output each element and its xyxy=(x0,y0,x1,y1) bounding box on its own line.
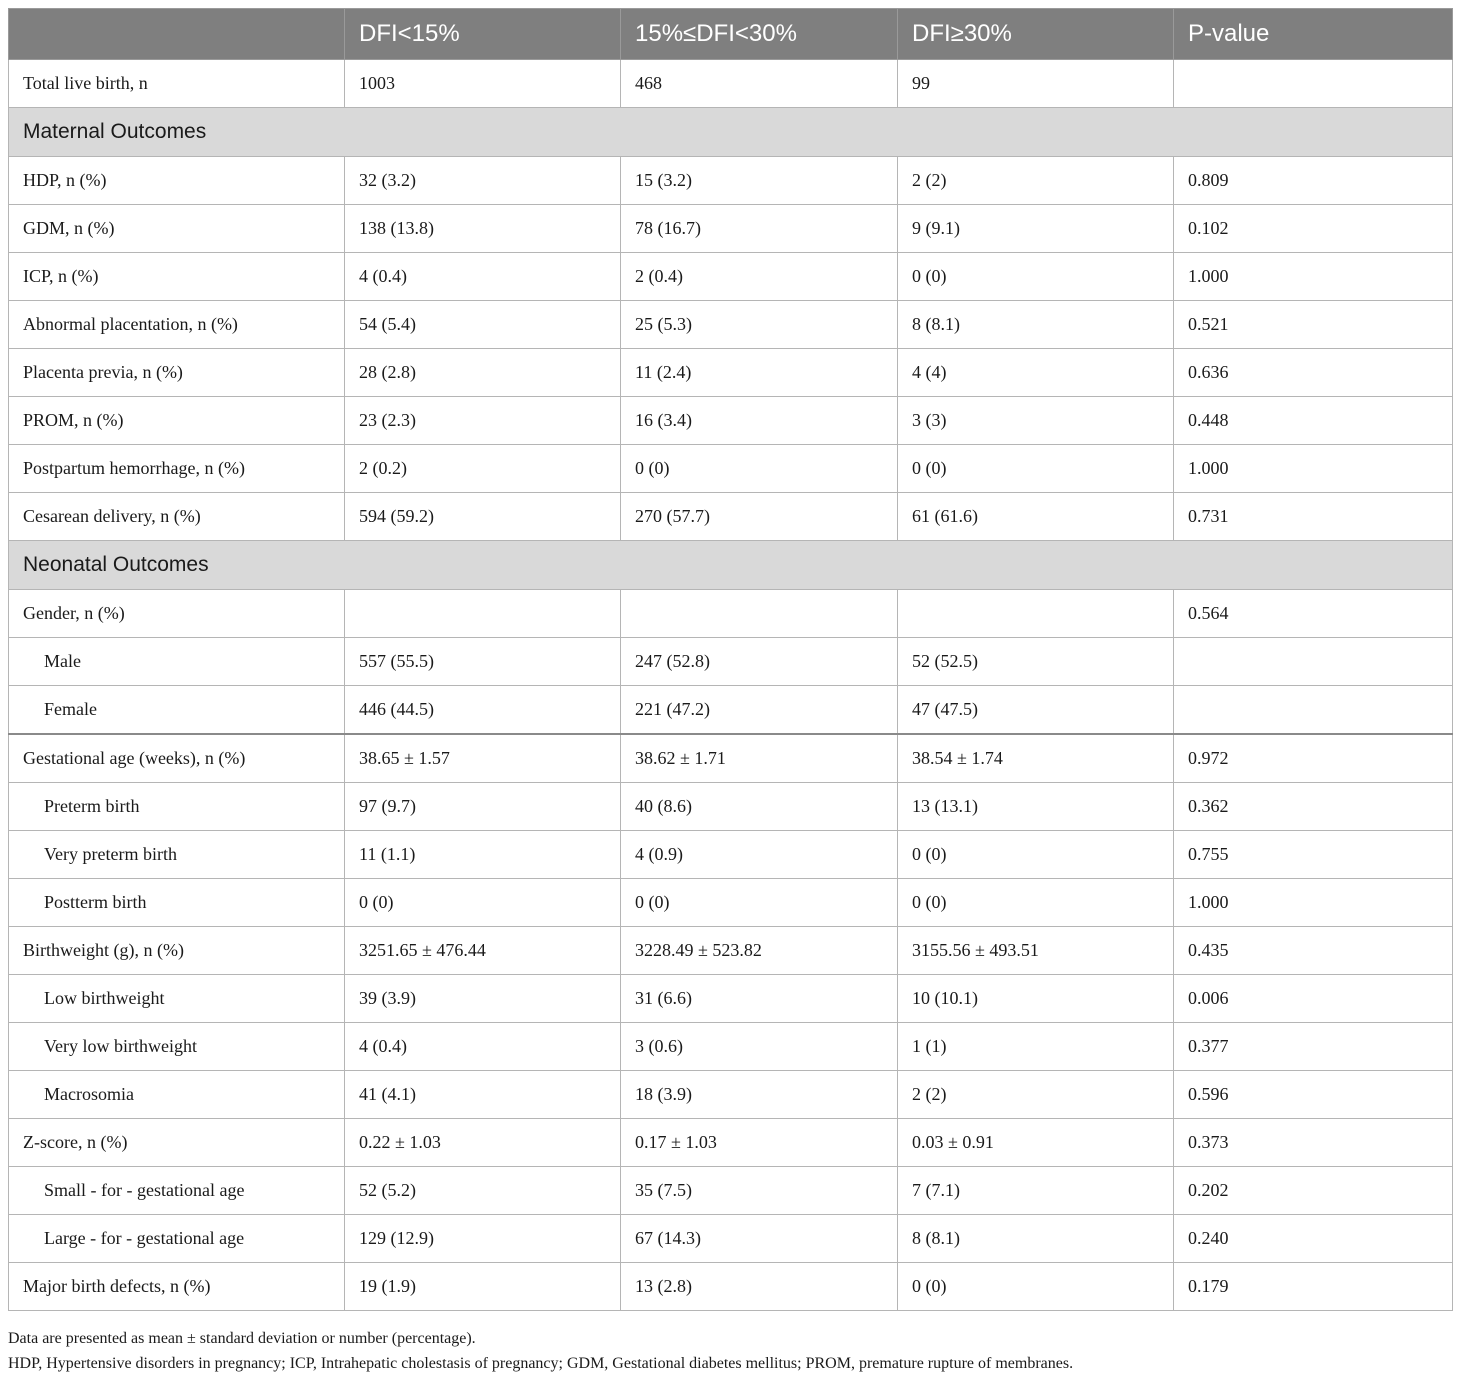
table-row xyxy=(9,927,1453,975)
table-cell: 0.377 xyxy=(1174,1023,1453,1071)
table-cell: 13 (2.8) xyxy=(621,1263,898,1311)
table-cell: 0.731 xyxy=(1174,493,1453,541)
table-cell: 0.596 xyxy=(1174,1071,1453,1119)
table-cell: 4 (0.4) xyxy=(345,253,621,301)
table-cell: 129 (12.9) xyxy=(345,1215,621,1263)
table-row xyxy=(9,590,1453,638)
table-footnotes xyxy=(8,1326,1452,1376)
table-cell: 39 (3.9) xyxy=(345,975,621,1023)
row-label: Female xyxy=(9,686,345,735)
table-cell: 2 (0.2) xyxy=(345,445,621,493)
table-row xyxy=(9,1023,1453,1071)
table-cell xyxy=(898,590,1174,638)
table-cell: 3 (0.6) xyxy=(621,1023,898,1071)
table-cell: 52 (5.2) xyxy=(345,1167,621,1215)
row-label: Macrosomia xyxy=(9,1071,345,1119)
table-cell: 3251.65 ± 476.44 xyxy=(345,927,621,975)
table-cell: 41 (4.1) xyxy=(345,1071,621,1119)
table-cell: 0.809 xyxy=(1174,157,1453,205)
table-cell: 0 (0) xyxy=(898,1263,1174,1311)
table-cell: 0.564 xyxy=(1174,590,1453,638)
table-row xyxy=(9,879,1453,927)
table-cell: 0.972 xyxy=(1174,734,1453,783)
table-row xyxy=(9,1263,1453,1311)
table-cell: 4 (4) xyxy=(898,349,1174,397)
row-label: Birthweight (g), n (%) xyxy=(9,927,345,975)
section-title: Maternal Outcomes xyxy=(9,108,1453,157)
row-label: PROM, n (%) xyxy=(9,397,345,445)
table-cell: 19 (1.9) xyxy=(345,1263,621,1311)
header-cell-dfi-high: DFI≥30% xyxy=(898,9,1174,60)
table-cell: 9 (9.1) xyxy=(898,205,1174,253)
table-row xyxy=(9,831,1453,879)
row-label: Low birthweight xyxy=(9,975,345,1023)
table-row xyxy=(9,445,1453,493)
table-cell: 0.636 xyxy=(1174,349,1453,397)
section-header-row xyxy=(9,541,1453,590)
table-header xyxy=(9,9,1453,60)
table-cell: 221 (47.2) xyxy=(621,686,898,735)
table-cell: 47 (47.5) xyxy=(898,686,1174,735)
table-cell: 0 (0) xyxy=(898,831,1174,879)
row-label: Very low birthweight xyxy=(9,1023,345,1071)
table-cell: 3 (3) xyxy=(898,397,1174,445)
table-cell: 0.521 xyxy=(1174,301,1453,349)
table-cell: 0.240 xyxy=(1174,1215,1453,1263)
table-cell: 28 (2.8) xyxy=(345,349,621,397)
section-title: Neonatal Outcomes xyxy=(9,541,1453,590)
header-cell-p-value: P-value xyxy=(1174,9,1453,60)
table-cell: 1.000 xyxy=(1174,253,1453,301)
row-label: Z-score, n (%) xyxy=(9,1119,345,1167)
table-row xyxy=(9,253,1453,301)
table-cell xyxy=(1174,686,1453,735)
table-cell: 18 (3.9) xyxy=(621,1071,898,1119)
table-cell: 23 (2.3) xyxy=(345,397,621,445)
table-cell: 13 (13.1) xyxy=(898,783,1174,831)
table-cell: 52 (52.5) xyxy=(898,638,1174,686)
row-label: Gender, n (%) xyxy=(9,590,345,638)
table-cell: 0.755 xyxy=(1174,831,1453,879)
table-cell: 557 (55.5) xyxy=(345,638,621,686)
table-cell: 32 (3.2) xyxy=(345,157,621,205)
table-cell: 61 (61.6) xyxy=(898,493,1174,541)
table-cell: 11 (2.4) xyxy=(621,349,898,397)
row-label: HDP, n (%) xyxy=(9,157,345,205)
row-label: Large - for - gestational age xyxy=(9,1215,345,1263)
row-label: GDM, n (%) xyxy=(9,205,345,253)
table-row xyxy=(9,349,1453,397)
table-cell: 0 (0) xyxy=(898,445,1174,493)
row-label: Placenta previa, n (%) xyxy=(9,349,345,397)
row-label: Male xyxy=(9,638,345,686)
table-cell: 2 (0.4) xyxy=(621,253,898,301)
table-row xyxy=(9,157,1453,205)
table-cell: 54 (5.4) xyxy=(345,301,621,349)
table-cell: 38.65 ± 1.57 xyxy=(345,734,621,783)
table-row xyxy=(9,205,1453,253)
table-cell: 0.362 xyxy=(1174,783,1453,831)
footnote-data-presentation: Data are presented as mean ± standard deviation or number (percentage). xyxy=(8,1330,476,1347)
table-row xyxy=(9,301,1453,349)
table-cell: 4 (0.4) xyxy=(345,1023,621,1071)
table-cell: 11 (1.1) xyxy=(345,831,621,879)
table-cell: 594 (59.2) xyxy=(345,493,621,541)
table-row xyxy=(9,493,1453,541)
table-row xyxy=(9,1167,1453,1215)
table-row xyxy=(9,783,1453,831)
table-cell: 2 (2) xyxy=(898,1071,1174,1119)
table-cell: 25 (5.3) xyxy=(621,301,898,349)
table-cell xyxy=(621,590,898,638)
table-cell: 99 xyxy=(898,60,1174,108)
table-row xyxy=(9,1071,1453,1119)
table-cell: 8 (8.1) xyxy=(898,1215,1174,1263)
header-cell-dfi-mid: 15%≤DFI<30% xyxy=(621,9,898,60)
table-cell: 3155.56 ± 493.51 xyxy=(898,927,1174,975)
section-header-row xyxy=(9,108,1453,157)
table-cell: 10 (10.1) xyxy=(898,975,1174,1023)
table-cell: 138 (13.8) xyxy=(345,205,621,253)
table-cell: 16 (3.4) xyxy=(621,397,898,445)
table-row xyxy=(9,1119,1453,1167)
table-cell: 0 (0) xyxy=(898,879,1174,927)
table-cell: 0 (0) xyxy=(621,445,898,493)
row-label: Very preterm birth xyxy=(9,831,345,879)
table-row xyxy=(9,686,1453,735)
table-cell: 15 (3.2) xyxy=(621,157,898,205)
table-row xyxy=(9,975,1453,1023)
table-cell: 35 (7.5) xyxy=(621,1167,898,1215)
table-row xyxy=(9,734,1453,783)
table-cell: 0 (0) xyxy=(345,879,621,927)
table-cell: 40 (8.6) xyxy=(621,783,898,831)
table-cell: 0.102 xyxy=(1174,205,1453,253)
row-label: Postpartum hemorrhage, n (%) xyxy=(9,445,345,493)
outcomes-table xyxy=(8,8,1453,1311)
header-cell-dfi-low: DFI<15% xyxy=(345,9,621,60)
table-cell: 1003 xyxy=(345,60,621,108)
table-cell: 0.179 xyxy=(1174,1263,1453,1311)
table-cell: 38.62 ± 1.71 xyxy=(621,734,898,783)
table-cell: 0 (0) xyxy=(621,879,898,927)
table-cell: 0.22 ± 1.03 xyxy=(345,1119,621,1167)
table-cell: 1.000 xyxy=(1174,879,1453,927)
total-live-birth-row xyxy=(9,60,1453,108)
table-cell: 446 (44.5) xyxy=(345,686,621,735)
table-cell: 0.448 xyxy=(1174,397,1453,445)
table-cell: 270 (57.7) xyxy=(621,493,898,541)
table-cell: 0.006 xyxy=(1174,975,1453,1023)
table-body xyxy=(9,60,1453,1311)
row-label: Major birth defects, n (%) xyxy=(9,1263,345,1311)
table-cell: 3228.49 ± 523.82 xyxy=(621,927,898,975)
table-row xyxy=(9,638,1453,686)
row-label: Preterm birth xyxy=(9,783,345,831)
row-label: Cesarean delivery, n (%) xyxy=(9,493,345,541)
table-cell: 8 (8.1) xyxy=(898,301,1174,349)
table-cell: 0.17 ± 1.03 xyxy=(621,1119,898,1167)
row-label: Small - for - gestational age xyxy=(9,1167,345,1215)
table-cell: Total live birth, n xyxy=(9,60,345,108)
table-cell: 78 (16.7) xyxy=(621,205,898,253)
row-label: Abnormal placentation, n (%) xyxy=(9,301,345,349)
table-cell: 38.54 ± 1.74 xyxy=(898,734,1174,783)
table-cell: 0.03 ± 0.91 xyxy=(898,1119,1174,1167)
table-cell: 0.373 xyxy=(1174,1119,1453,1167)
footnote-abbreviations: HDP, Hypertensive disorders in pregnancy; ICP, Intrahepatic cholestasis of pregnancy; GDM, Gestational diabetes mellitus; PROM, premature rupture of membranes. xyxy=(8,1355,1074,1372)
row-label: Gestational age (weeks), n (%) xyxy=(9,734,345,783)
table-row xyxy=(9,397,1453,445)
table-cell: 97 (9.7) xyxy=(345,783,621,831)
table-cell: 468 xyxy=(621,60,898,108)
table-cell: 31 (6.6) xyxy=(621,975,898,1023)
table-cell xyxy=(1174,638,1453,686)
row-label: Postterm birth xyxy=(9,879,345,927)
table-cell: 0 (0) xyxy=(898,253,1174,301)
table-cell: 247 (52.8) xyxy=(621,638,898,686)
header-cell-label xyxy=(9,9,345,60)
row-label: ICP, n (%) xyxy=(9,253,345,301)
table-cell: 2 (2) xyxy=(898,157,1174,205)
table-cell: 4 (0.9) xyxy=(621,831,898,879)
table-cell: 1 (1) xyxy=(898,1023,1174,1071)
header-row xyxy=(9,9,1453,60)
table-cell xyxy=(1174,60,1453,108)
table-cell: 0.435 xyxy=(1174,927,1453,975)
table-cell: 7 (7.1) xyxy=(898,1167,1174,1215)
table-cell xyxy=(345,590,621,638)
table-cell: 67 (14.3) xyxy=(621,1215,898,1263)
table-row xyxy=(9,1215,1453,1263)
table-cell: 0.202 xyxy=(1174,1167,1453,1215)
table-cell: 1.000 xyxy=(1174,445,1453,493)
